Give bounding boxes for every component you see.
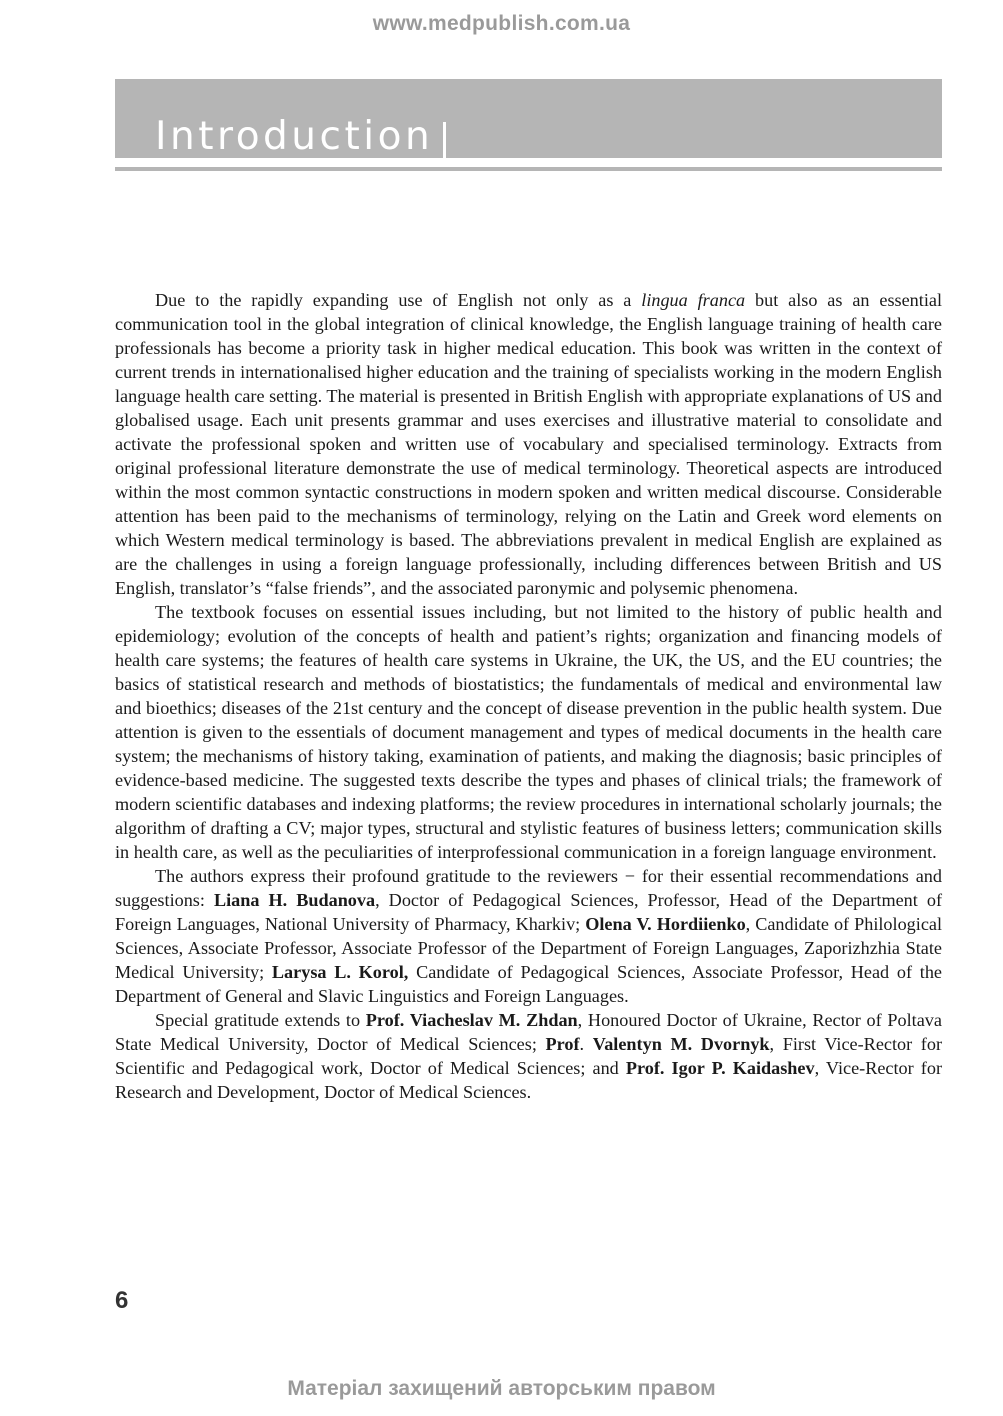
title-underline-rule bbox=[115, 167, 942, 171]
copyright-notice: Матеріал захищений авторським правом bbox=[287, 1377, 716, 1400]
bold-name: Prof. Viacheslav M. Zhdan bbox=[365, 1010, 578, 1030]
bold-name: Prof. Igor P. Kaidashev bbox=[625, 1058, 815, 1078]
text-run: . bbox=[579, 1034, 593, 1054]
page-title: Introduction bbox=[155, 114, 434, 159]
text-run: , Doctor of Pedagogical Sciences, Professor, Head of the Department of Foreign Languages, National University of Pharmacy, Kharkiv; bbox=[115, 890, 943, 934]
bold-name: Prof bbox=[545, 1034, 580, 1054]
text-run: The textbook focuses on essential issues including, but not limited to the history of public health and epidemiology; evolution of the concepts of health and patient’s rights; organization and financing models of health care systems; the features of health care systems in Ukraine, the UK, the US, and the EU countries; the basics of statistical research and methods of biostatistics; the fundamentals of medical and environmental law and bioethics; diseases of the 21st century and the concept of disease prevention in the public health system. Due attention is given to the essentials of document management and types of medical documents in the health care system; the mechanisms of history taking, examination of patients, and making the diagnosis; basic principles of evidence-based medicine. The suggested texts describe the types and phases of clinical trials; the framework of modern scientific databases and indexing platforms; the review procedures in international scholarly journals; the algorithm of drafting a CV; major types, structural and stylistic features of business letters; communication skills in health care, as well as the peculiarities of interprofessional communication in a foreign language environment. bbox=[115, 602, 942, 862]
title-accent-bar bbox=[443, 122, 446, 158]
page-number: 6 bbox=[115, 1287, 129, 1314]
site-url-header: www.medpublish.com.ua bbox=[372, 12, 631, 35]
text-run: Due to the rapidly expanding use of English not only as a bbox=[155, 290, 642, 310]
paragraph-1 bbox=[115, 288, 942, 600]
paragraph-4 bbox=[115, 1008, 942, 1104]
title-banner bbox=[115, 79, 942, 158]
bold-name: Liana H. Budanova bbox=[213, 890, 376, 910]
text-run: Candidate of Pedagogical Sciences, Associate Professor, Head of the Department of General and Slavic Linguistics and Foreign Languages. bbox=[115, 962, 942, 1006]
paragraph-2 bbox=[115, 600, 942, 864]
text-run: , First Vice-Rector for Scientific and Pedagogical work, Doctor of Medical Sciences; and bbox=[115, 1034, 943, 1078]
text-run: but also as an essential communication tool in the global integration of clinical knowledge, the English language training of health care professionals has become a priority task in higher medical education. This book was written in the context of current trends in internationalised higher education and the training of specialists working in the modern English language health care setting. The material is presented in British English with appropriate explanations of US and globalised usage. Each unit presents grammar and uses exercises and illustrative material to consolidate and activate the professional spoken and written use of vocabulary and specialised terminology. Extracts from original professional literature demonstrate the use of medical terminology. Theoretical aspects are introduced within the most common syntactic constructions in modern spoken and written medical discourse. Considerable attention has been paid to the mechanisms of terminology, relying on the Latin and Greek word elements on which Western medical terminology is based. The abbreviations prevalent in medical English are explained as are the challenges in using a foreign language professionally, including differences between British and US English, translator’s “false friends”, and the associated paronymic and polysemic phenomena. bbox=[115, 290, 943, 598]
text-run: The authors express their profound gratitude to the reviewers − for their essential recommendations and suggestions: bbox=[115, 866, 942, 910]
paragraph-3 bbox=[115, 864, 942, 1008]
text-run: , Candidate of Philological Sciences, Associate Professor, Associate Professor of the Department of Foreign Languages, Zaporizhzhia State Medical University; bbox=[115, 914, 943, 982]
text-run: , Vice-Rector for Research and Development, Doctor of Medical Sciences. bbox=[115, 1058, 942, 1102]
text-run: , Honoured Doctor of Ukraine, Rector of Poltava State Medical University, Doctor of Medical Sciences; bbox=[115, 1010, 942, 1054]
bold-name: Olena V. Hordiienko bbox=[585, 914, 746, 934]
italic-term: lingua franca bbox=[641, 290, 746, 310]
bold-name: Larysa L. Korol, bbox=[271, 962, 409, 982]
text-run: Special gratitude extends to bbox=[155, 1010, 366, 1030]
bold-name: Valentyn M. Dvornyk bbox=[592, 1034, 770, 1054]
body-text bbox=[115, 288, 942, 1104]
